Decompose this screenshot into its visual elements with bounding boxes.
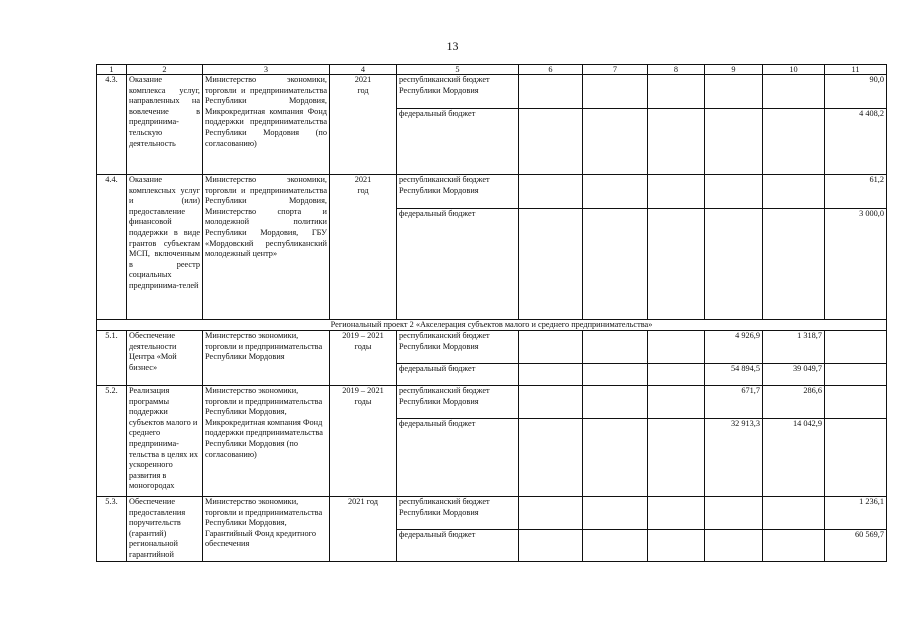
table-row <box>97 75 887 109</box>
value-cell <box>825 419 887 497</box>
value-cell <box>648 109 705 175</box>
activity-name: Обеспечение предоставления поручительств (гарантий) региональной гарантийной <box>127 497 203 562</box>
col-header: 1 <box>97 65 127 75</box>
value-cell <box>519 419 583 497</box>
col-header: 4 <box>330 65 397 75</box>
col-header: 8 <box>648 65 705 75</box>
funding-source: федеральный бюджет <box>397 109 519 175</box>
executor: Министерство экономики, торговли и предпринимательства Республики Мордовия <box>203 331 330 386</box>
value-cell <box>583 497 648 530</box>
col-header: 3 <box>203 65 330 75</box>
value-cell <box>763 75 825 109</box>
funding-source: республиканский бюджет Республики Мордовия <box>397 175 519 209</box>
col-header: 2 <box>127 65 203 75</box>
value-cell <box>648 364 705 386</box>
row-number: 5.3. <box>97 497 127 562</box>
value-cell <box>583 386 648 419</box>
value-cell <box>648 175 705 209</box>
period: 2021 год <box>330 175 397 320</box>
period: 2021 год <box>330 75 397 175</box>
table-row <box>97 497 887 530</box>
value-cell <box>705 209 763 320</box>
value-cell <box>648 419 705 497</box>
col-header: 6 <box>519 65 583 75</box>
value-cell <box>519 75 583 109</box>
value-cell: 1 236,1 <box>825 497 887 530</box>
table-row <box>97 331 887 364</box>
value-cell <box>763 109 825 175</box>
value-cell <box>705 497 763 530</box>
value-cell <box>763 529 825 561</box>
value-cell <box>583 364 648 386</box>
value-cell: 4 926,9 <box>705 331 763 364</box>
executor: Министерство экономики, торговли и предпринимательства Республики Мордовия, Министерство спорта и молодежной политики Республики Мордовия, ГБУ «Мордовский республиканский молодежный центр» <box>203 175 330 320</box>
value-cell: 32 913,3 <box>705 419 763 497</box>
col-header: 11 <box>825 65 887 75</box>
value-cell <box>519 109 583 175</box>
value-cell <box>705 109 763 175</box>
value-cell <box>763 497 825 530</box>
funding-source: республиканский бюджет Республики Мордовия <box>397 386 519 419</box>
funding-source: федеральный бюджет <box>397 419 519 497</box>
executor: Министерство экономики, торговли и предпринимательства Республики Мордовия, Гарантийный Фонд кредитного обеспечения <box>203 497 330 562</box>
value-cell <box>519 497 583 530</box>
table-row <box>97 386 887 419</box>
value-cell: 90,0 <box>825 75 887 109</box>
col-header: 10 <box>763 65 825 75</box>
value-cell <box>583 175 648 209</box>
funding-source: федеральный бюджет <box>397 209 519 320</box>
col-header: 9 <box>705 65 763 75</box>
value-cell <box>705 529 763 561</box>
table-row <box>97 175 887 209</box>
value-cell: 3 000,0 <box>825 209 887 320</box>
value-cell <box>648 331 705 364</box>
value-cell <box>583 419 648 497</box>
funding-source: республиканский бюджет Республики Мордовия <box>397 331 519 364</box>
row-number: 5.1. <box>97 331 127 386</box>
funding-source: республиканский бюджет Республики Мордовия <box>397 497 519 530</box>
col-header: 5 <box>397 65 519 75</box>
value-cell <box>825 331 887 364</box>
value-cell <box>648 75 705 109</box>
regional-project-title: Региональный проект 2 «Акселерация субъектов малого и среднего предпринимательства» <box>97 320 887 331</box>
value-cell <box>763 209 825 320</box>
value-cell: 14 042,9 <box>763 419 825 497</box>
value-cell: 671,7 <box>705 386 763 419</box>
executor: Министерство экономики, торговли и предпринимательства Республики Мордовия, Микрокредитная компания Фонд поддержки предпринимательства Республики Мордовия (по согласованию) <box>203 75 330 175</box>
activity-name: Реализация программы поддержки субъектов малого и среднего предпринима-тельства в целях их ускоренного развития в моногородах <box>127 386 203 497</box>
value-cell <box>519 529 583 561</box>
value-cell <box>648 386 705 419</box>
value-cell <box>705 75 763 109</box>
row-number: 4.3. <box>97 75 127 175</box>
value-cell <box>519 209 583 320</box>
value-cell <box>648 529 705 561</box>
value-cell: 286,6 <box>763 386 825 419</box>
col-header: 7 <box>583 65 648 75</box>
value-cell: 60 569,7 <box>825 529 887 561</box>
period: 2021 год <box>330 497 397 562</box>
executor: Министерство экономики, торговли и предпринимательства Республики Мордовия, Микрокредитная компания Фонд поддержки предпринимательства Республики Мордовия (по согласованию) <box>203 386 330 497</box>
section-row <box>97 320 887 331</box>
value-cell <box>583 75 648 109</box>
row-number: 4.4. <box>97 175 127 320</box>
value-cell <box>825 386 887 419</box>
value-cell: 1 318,7 <box>763 331 825 364</box>
value-cell: 4 408,2 <box>825 109 887 175</box>
budget-table <box>96 64 887 562</box>
value-cell <box>825 364 887 386</box>
column-number-row <box>97 65 887 75</box>
value-cell <box>648 497 705 530</box>
activity-name: Обеспечение деятельности Центра «Мой бизнес» <box>127 331 203 386</box>
value-cell <box>705 175 763 209</box>
value-cell <box>519 175 583 209</box>
value-cell <box>519 386 583 419</box>
value-cell <box>583 529 648 561</box>
value-cell <box>519 364 583 386</box>
activity-name: Оказание комплекса услуг, направленных на вовлечение в предпринима-тельскую деятельность <box>127 75 203 175</box>
value-cell <box>763 175 825 209</box>
period: 2019 – 2021 годы <box>330 386 397 497</box>
value-cell <box>583 109 648 175</box>
page-number: 13 <box>446 39 459 53</box>
funding-source: федеральный бюджет <box>397 364 519 386</box>
period: 2019 – 2021 годы <box>330 331 397 386</box>
row-number: 5.2. <box>97 386 127 497</box>
value-cell <box>648 209 705 320</box>
value-cell <box>583 209 648 320</box>
value-cell: 39 049,7 <box>763 364 825 386</box>
value-cell <box>583 331 648 364</box>
value-cell: 54 894,5 <box>705 364 763 386</box>
activity-name: Оказание комплексных услуг и (или) предоставление финансовой поддержки в виде грантов субъектам МСП, включенным в реестр социальных предпринима-телей <box>127 175 203 320</box>
value-cell <box>519 331 583 364</box>
funding-source: федеральный бюджет <box>397 529 519 561</box>
funding-source: республиканский бюджет Республики Мордовия <box>397 75 519 109</box>
value-cell: 61,2 <box>825 175 887 209</box>
